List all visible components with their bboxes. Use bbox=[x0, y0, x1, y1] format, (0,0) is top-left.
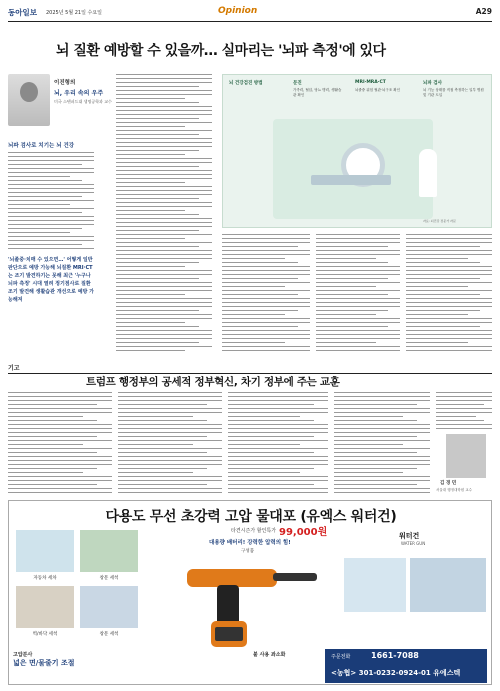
ad-price: 99,000원 bbox=[279, 527, 328, 538]
graphic-col2-head: MRI·MRA·CT bbox=[355, 80, 386, 85]
author-affiliation: 서울대 행정대학원 교수 bbox=[436, 488, 473, 492]
column-headline: 뇌 질환 예방할 수 있을까… 실마리는 '뇌파 측정'에 있다 bbox=[56, 43, 386, 59]
doctor-figure-icon bbox=[419, 149, 437, 197]
ad-photo-caption: 자동차 세차 bbox=[33, 576, 57, 581]
order-note: <농협> bbox=[331, 669, 357, 677]
ad-order-box bbox=[325, 649, 487, 683]
opinion-body-col1 bbox=[8, 392, 112, 496]
ad-photo-car bbox=[409, 557, 487, 613]
order-account-number: 301-0232-0924-01 유에스텍 bbox=[358, 669, 461, 677]
graphic-credit: 자료: 뇌건강 전문가 자문 bbox=[423, 219, 456, 223]
ad-photo-floor bbox=[15, 585, 75, 637]
order-label: 주문전화 bbox=[331, 654, 351, 660]
ad-spray-head: 불 사용 좌소화 bbox=[253, 652, 286, 658]
newspaper-logo: 동아일보 bbox=[8, 8, 37, 17]
ad-photo-caption: 창문 세척 bbox=[99, 576, 119, 581]
author-photo bbox=[446, 434, 486, 478]
page-header bbox=[8, 6, 492, 22]
graphic-col2-text: 뇌졸중 위험 혈관·뇌구조 확인 bbox=[355, 88, 401, 92]
ad-price-label: 타견시즌가 할인특가 bbox=[231, 528, 277, 534]
water-gun-product-image bbox=[177, 549, 327, 659]
scanner-bed-icon bbox=[311, 175, 391, 185]
graphic-col3-text: 뇌 기능 상태를 직접 측정하는 일부 병원 및 기관 도입 bbox=[423, 88, 484, 97]
brain-checkup-infographic bbox=[222, 74, 492, 228]
body-text-col5 bbox=[406, 234, 492, 356]
ad-brand-name: 워터건 bbox=[399, 532, 420, 540]
order-account bbox=[331, 668, 460, 678]
ad-photo-window-2 bbox=[79, 585, 139, 637]
graphic-title: 뇌 건강검진 방법 bbox=[229, 81, 263, 86]
body-text-col3 bbox=[222, 234, 310, 356]
body-text-col1 bbox=[8, 152, 94, 252]
opinion-headline: 트럼프 행정부의 공세적 정부혁신, 차기 정부에 주는 교훈 bbox=[86, 376, 340, 388]
subhead-second: '뇌졸중·치매 수 있으면…' 어떻게 일반판단으로 예방 가능해 뇌질환 MRI·CT는 조기 발견하기는 못해 최근 '누구나 뇌파 측정' 시대 열려 정기점사로 질환 조기 발견해 생활습관 개선으로 예방 가능해져 bbox=[8, 257, 94, 303]
opinion-label: 기고 bbox=[8, 365, 20, 372]
opinion-body-col3 bbox=[228, 392, 328, 496]
order-phone: 1661-7088 bbox=[371, 651, 419, 660]
columnist-affiliation: 미국 스탠퍼드대 생명공학과 교수 bbox=[54, 99, 112, 104]
page-number: A29 bbox=[475, 7, 492, 16]
column-series-title: 뇌, 우리 속의 우주 bbox=[54, 90, 104, 97]
author-name: 김 경 민 bbox=[440, 481, 457, 486]
graphic-col3-head: 뇌파 검사 bbox=[423, 81, 442, 86]
ad-brand-english: WATER GUN bbox=[401, 541, 426, 546]
subhead-first: 뇌파 검사로 치기는 뇌 건강 bbox=[8, 143, 75, 149]
columnist-photo bbox=[8, 74, 50, 126]
graphic-col1-text: 가족력, 혈압, 당뇨 병력, 생활습관 확인 bbox=[293, 88, 342, 97]
graphic-col1-head: 문진 bbox=[293, 81, 302, 86]
ad-components-label: 구성품 bbox=[241, 549, 255, 554]
columnist-name: 이진형의 bbox=[54, 80, 76, 86]
ad-battery-note: 대용량 배터리! 강력한 압력의 힘! bbox=[209, 540, 291, 546]
ad-title: 다용도 무선 초강력 고압 물대포 (유엑스 워터건) bbox=[105, 509, 397, 525]
opinion-body-col4 bbox=[334, 392, 430, 496]
issue-date: 2025년 5월 21일 수요일 bbox=[46, 10, 103, 16]
opinion-body-col2 bbox=[118, 392, 222, 496]
section-title: Opinion bbox=[218, 6, 258, 16]
ad-photo-caption: 창문 세척 bbox=[99, 632, 119, 637]
ad-usage-sub: 넓은 면/물줄기 조절 bbox=[13, 659, 75, 667]
ad-photo-spray bbox=[343, 557, 407, 613]
body-text-col2 bbox=[116, 74, 212, 356]
product-advertisement bbox=[8, 500, 492, 685]
body-text-col4 bbox=[316, 234, 400, 356]
opinion-body-col5 bbox=[436, 392, 492, 430]
ad-photo-car-wash bbox=[15, 529, 75, 581]
ad-usage-head: 고압분사 bbox=[13, 652, 33, 658]
ad-photo-caption: 벽/바닥 세척 bbox=[32, 632, 58, 637]
ad-photo-window bbox=[79, 529, 139, 581]
